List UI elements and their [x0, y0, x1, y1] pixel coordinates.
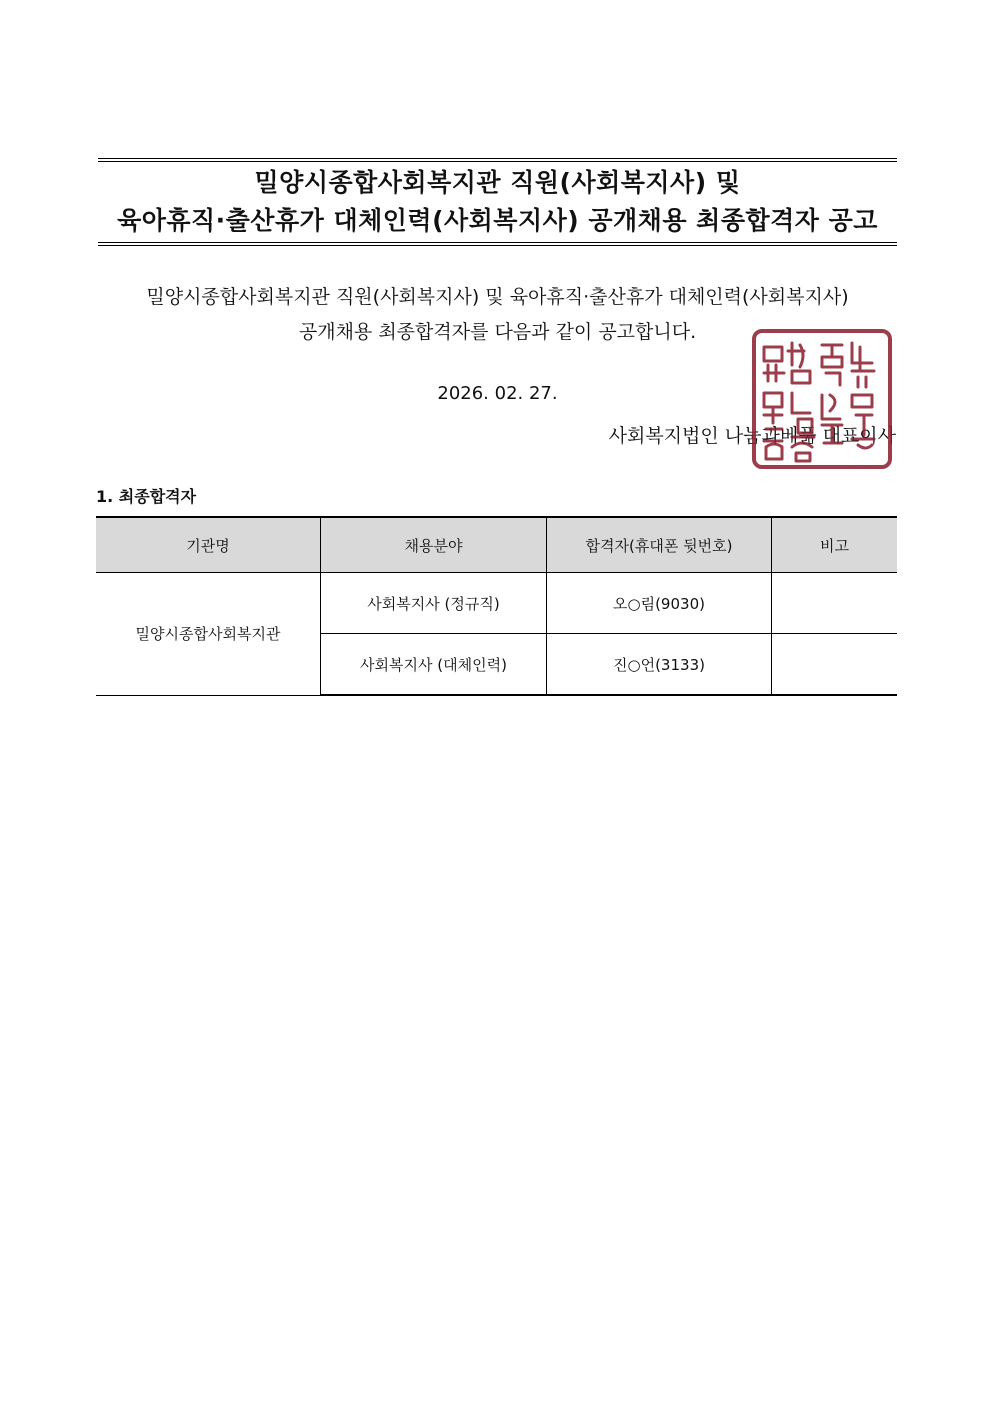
column-header-organization: 기관명 — [96, 517, 321, 573]
notice-title-line-1: 밀양시종합사회복지관 직원(사회복지사) 및 — [254, 168, 741, 197]
remarks-cell — [772, 634, 898, 696]
column-header-recruitment-field: 채용분야 — [321, 517, 547, 573]
column-header-candidate: 합격자(휴대폰 뒷번호) — [547, 517, 772, 573]
column-header-remarks: 비고 — [772, 517, 898, 573]
official-seal-stamp — [748, 325, 896, 473]
section-heading-final-candidates: 1. 최종합격자 — [96, 487, 197, 506]
notice-date: 2026. 02. 27. — [437, 383, 558, 404]
notice-title-block — [98, 158, 897, 246]
table-row — [96, 573, 897, 634]
final-candidates-table — [96, 516, 897, 696]
remarks-cell — [772, 573, 898, 634]
intro-line-2: 공개채용 최종합격자를 다음과 같이 공고합니다. — [298, 321, 697, 343]
signer-name: 사회복지법인 나눔과베풂 대표이사 — [608, 425, 896, 447]
candidate-cell: 오○림(9030) — [547, 573, 772, 634]
recruitment-field-cell: 사회복지사 (대체인력) — [321, 634, 547, 696]
notice-title-line-2: 육아휴직·출산휴가 대체인력(사회복지사) 공개채용 최종합격자 공고 — [117, 206, 878, 235]
candidate-cell: 진○언(3133) — [547, 634, 772, 696]
intro-line-1: 밀양시종합사회복지관 직원(사회복지사) 및 육아휴직·출산휴가 대체인력(사회복지사) — [146, 286, 849, 308]
table-header-row — [96, 517, 897, 573]
recruitment-field-cell: 사회복지사 (정규직) — [321, 573, 547, 634]
organization-cell: 밀양시종합사회복지관 — [96, 573, 321, 696]
